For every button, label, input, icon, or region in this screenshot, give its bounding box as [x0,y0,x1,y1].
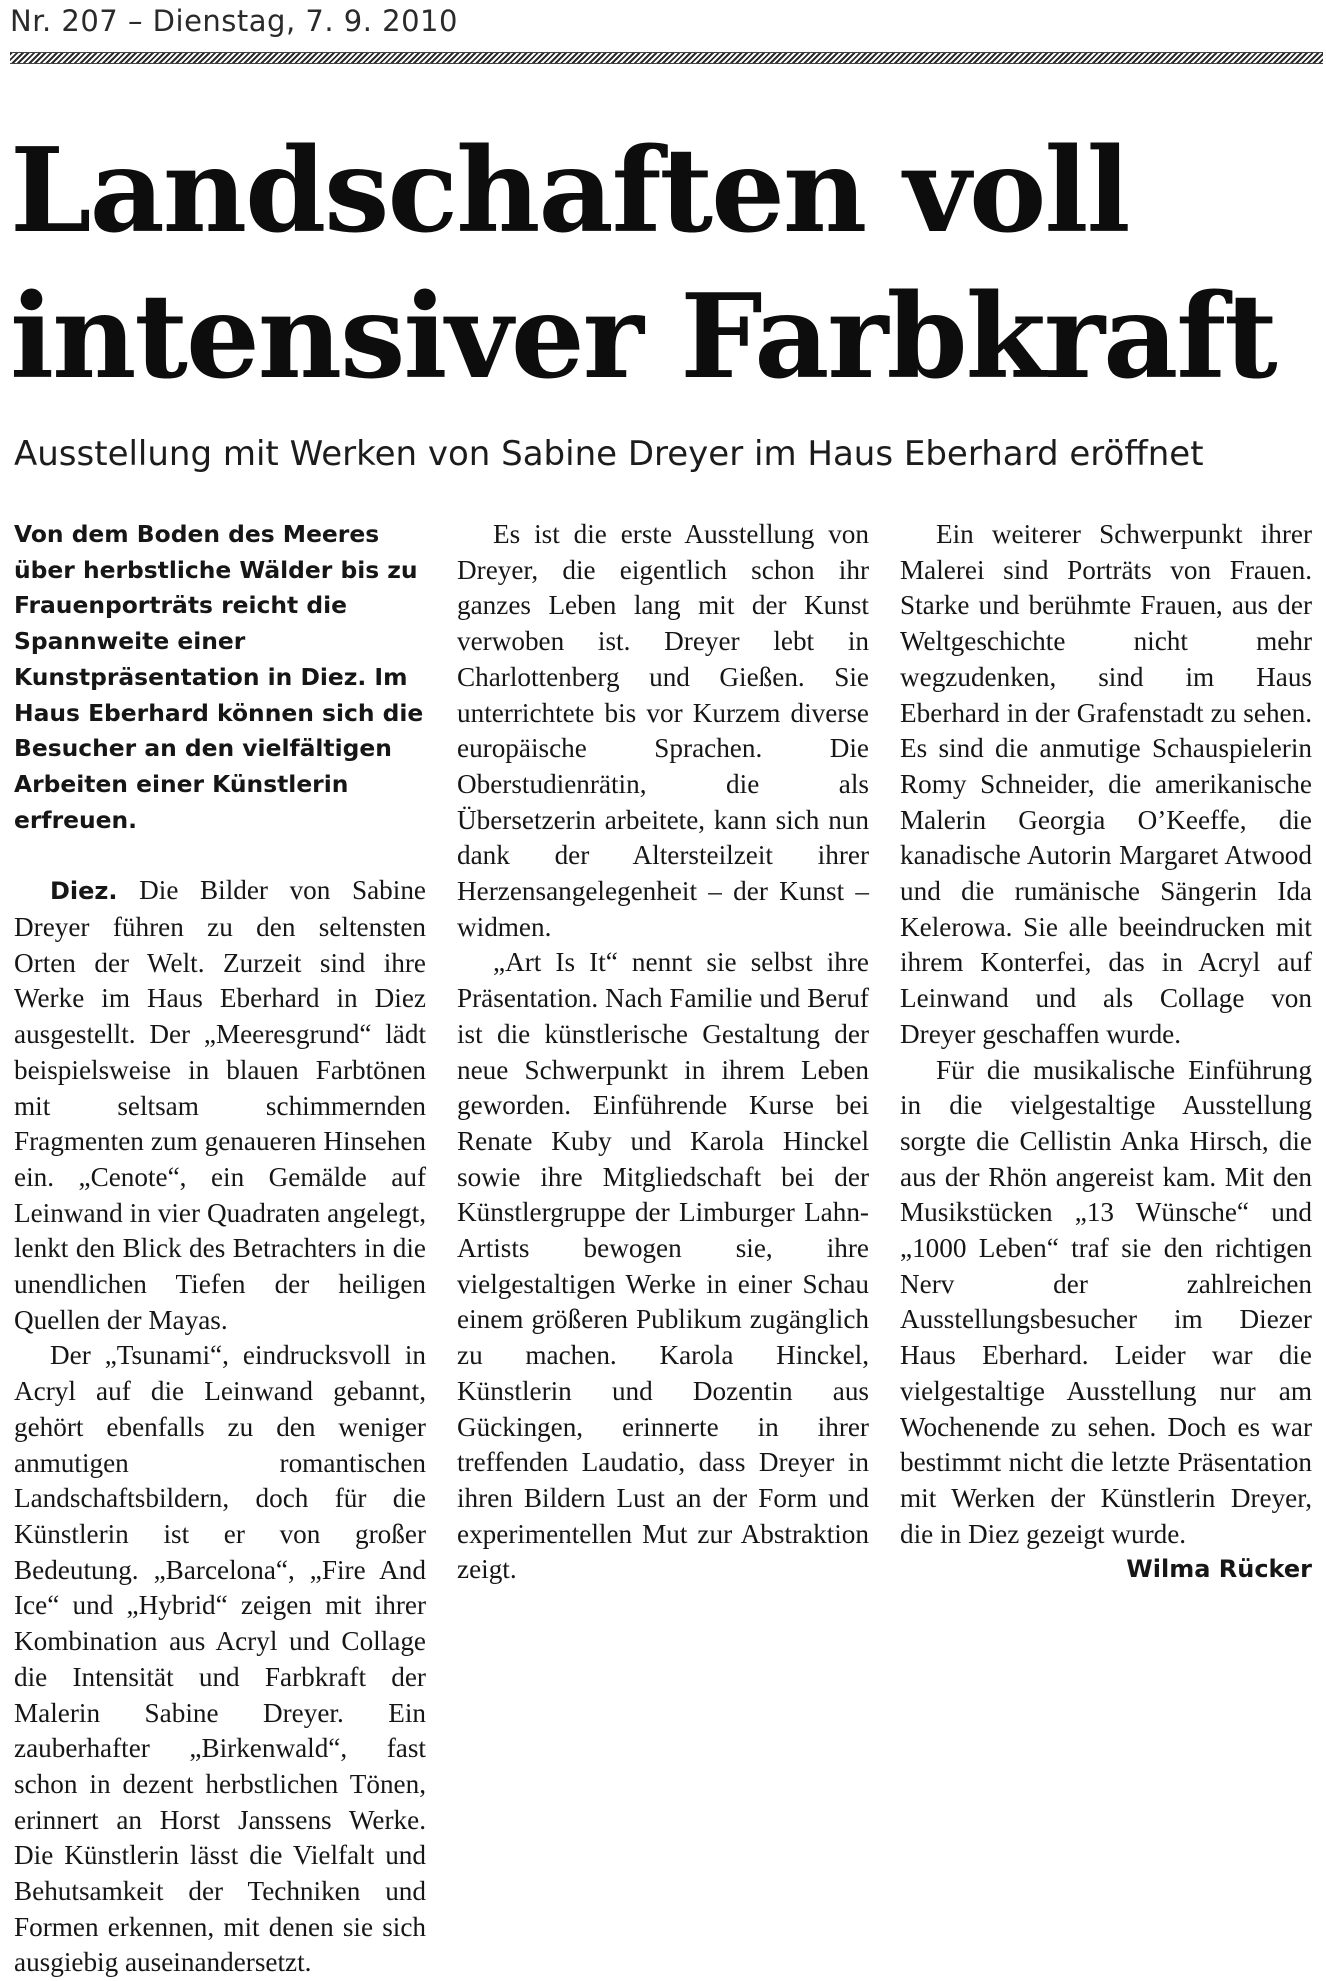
headline [10,118,1310,410]
body-paragraph-5: Ein weiterer Schwerpunkt ihrer Malerei sind Porträts von Frauen. Starke und berühmte Frauen, aus der Weltgeschichte nicht mehr wegzudenken, sind im Haus Eberhard in der Grafenstadt zu sehen. Es sind die anmutige Schauspielerin Romy Schneider, die amerikanische Malerin Georgia O’Keeffe, die kanadische Autorin Margaret Atwood und die rumänische Sängerin Ida Kelerowa. Sie alle beeindrucken mit ihrem Konterfei, das in Acryl auf Leinwand und als Collage von Dreyer geschaffen wurde. [900,519,1312,1049]
headline-line-2: intensiver Farbkraft [10,269,1276,405]
article-column-2 [457,517,869,1588]
article-column-3 [900,517,1312,1588]
dateline: Nr. 207 – Dienstag, 7. 9. 2010 [10,4,458,38]
article-column-1 [14,517,426,1981]
body-paragraph-2: Der „Tsunami“, eindrucksvoll in Acryl auf die Leinwand gebannt, gehört ebenfalls zu den weniger anmutigen romantischen Landschaftsbildern, doch für die Künstlerin ist er von großer Bedeutung. „Barcelona“, „Fire And Ice“ und „Hybrid“ zeigen mit ihrer Kombination aus Acryl und Collage die Intensität und Farbkraft der Malerin Sabine Dreyer. Ein zauberhafter „Birkenwald“, fast schon in dezent herbstlichen Tönen, erinnert an Horst Janssens Werke. Die Künstlerin lässt die Vielfalt und Behutsamkeit der Techniken und Formen erkennen, mit denen sie sich ausgiebig auseinandersetzt. [14,1340,426,1978]
header-rule [10,52,1323,64]
author-byline: Wilma Rücker [1126,1555,1312,1584]
body-paragraph-1-text: Die Bilder von Sabine Dreyer führen zu den seltensten Orten der Welt. Zurzeit sind ihre Werke im Haus Eberhard in Diez ausgestellt. Der „Meeresgrund“ lädt beispielsweise in blauen Farbtönen mit seltsam schimmernden Fragmenten zum genaueren Hinsehen ein. „Cenote“, ein Gemälde auf Leinwand in vier Quadraten angelegt, lenkt den Blick des Betrachters in die unendlichen Tiefen der heiligen Quellen der Mayas. [14,875,426,1335]
headline-line-1: Landschaften voll [10,123,1129,259]
body-paragraph-3: Es ist die erste Ausstellung von Dreyer, die eigentlich schon ihr ganzes Leben lang mit der Kunst verwoben ist. Dreyer lebt in Charlottenberg und Gießen. Sie unterrichtete bis vor Kurzem diverse europäische Sprachen. Die Oberstudienrätin, die als Übersetzerin arbeitete, kann sich nun dank der Altersteilzeit ihrer Herzensangelegenheit – der Kunst – widmen. [457,519,869,942]
body-paragraph-6 [900,1053,1312,1584]
subheadline: Ausstellung mit Werken von Sabine Dreyer im Haus Eberhard eröffnet [14,434,1204,474]
lead-paragraph: Von dem Boden des Meeres über herbstliche Wälder bis zu Frauenporträts reicht die Spannweite einer Kunstpräsentation in Diez. Im Haus Eberhard können sich die Besucher an den vielfältigen Arbeiten einer Künstlerin erfreuen. [14,520,424,834]
body-paragraph-1 [14,873,426,1338]
body-paragraph-6-text: Für die musikalische Einführung in die vielgestaltige Ausstellung sorgte die Cellistin Anka Hirsch, die aus der Rhön angereist kam. Mit den Musikstücken „13 Wünsche“ und „1000 Leben“ traf sie den richtigen Nerv der zahlreichen Ausstellungsbesucher im Diezer Haus Eberhard. Leider war die vielgestaltige Ausstellung nur am Wochenende zu sehen. Doch es war bestimmt nicht die letzte Präsentation mit Werken der Künstlerin Dreyer, die in Diez gezeigt wurde. [900,1054,1312,1549]
body-paragraph-4: „Art Is It“ nennt sie selbst ihre Präsentation. Nach Familie und Beruf ist die künstlerische Gestaltung der neue Schwerpunkt in ihrem Leben geworden. Einführende Kurse bei Renate Kuby und Karola Hinckel sowie ihre Mitgliedschaft bei der Künstlergruppe der Limburger Lahn-Artists bewogen sie, ihre vielgestaltigen Werke in einer Schau einem größeren Publikum zugänglich zu machen. Karola Hinckel, Künstlerin und Dozentin aus Gückingen, erinnerte in ihrer treffenden Laudatio, dass Dreyer in ihren Bildern Lust an der Form und experimentellen Mut zur Abstraktion zeigt. [457,947,869,1585]
place-marker: Diez. [50,877,118,906]
